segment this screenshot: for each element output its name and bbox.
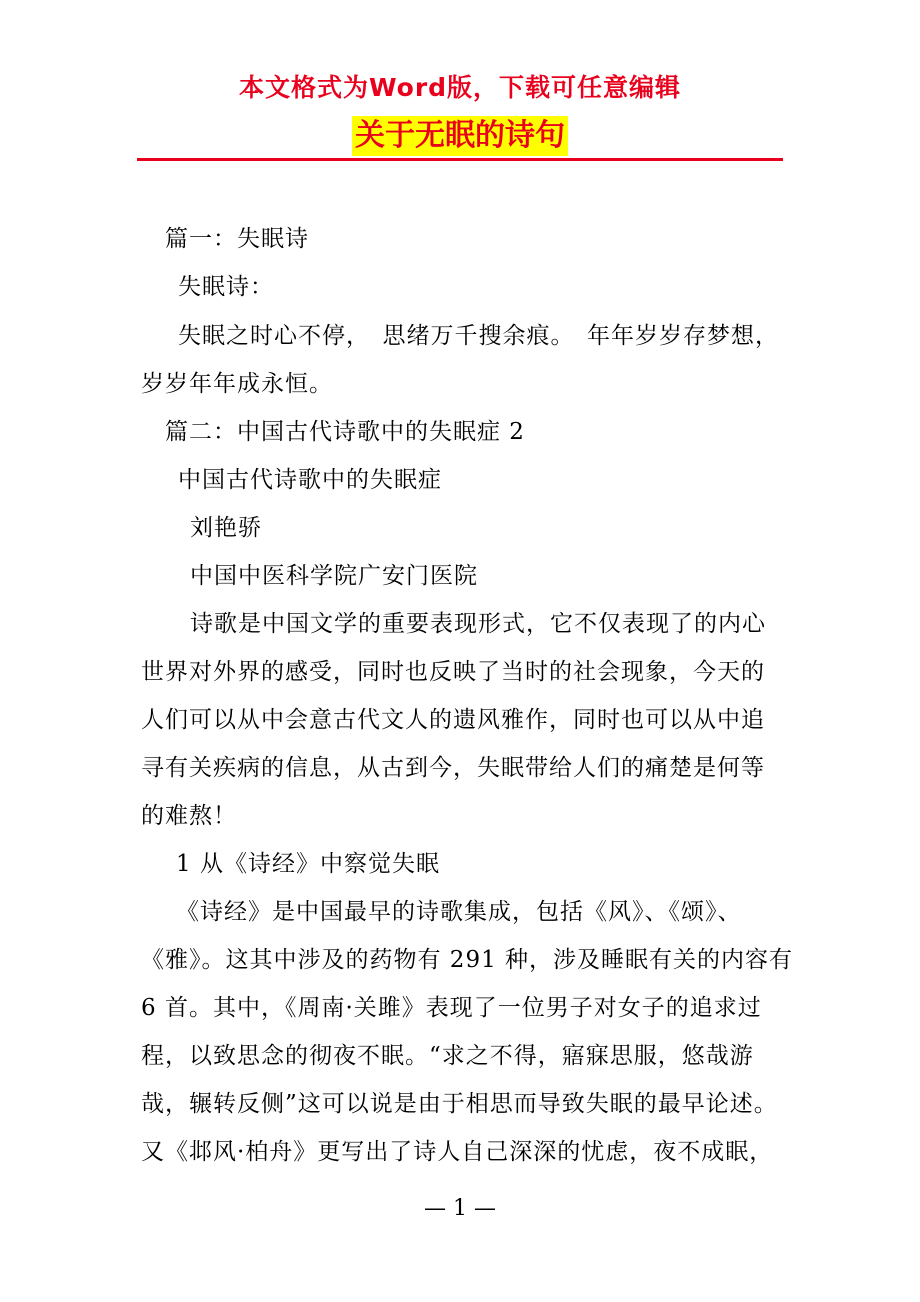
section-heading-1: 篇一：失眠诗 bbox=[165, 226, 309, 252]
article-affiliation: 中国中医科学院广安门医院 bbox=[190, 563, 478, 589]
poem-line-1: 失眠之时心不停， 思绪万千搜余痕。 年年岁岁存梦想， bbox=[178, 323, 779, 349]
format-banner: 本文格式为Word版，下载可任意编辑 bbox=[238, 73, 682, 102]
paragraph-2-line-4: 程，以致思念的彻夜不眠。“求之不得，寤寐思服，悠哉游 bbox=[141, 1043, 754, 1069]
paragraph-1-line-1: 诗歌是中国文学的重要表现形式，它不仅表现了的内心 bbox=[190, 611, 766, 637]
section-heading-2: 篇二：中国古代诗歌中的失眠症 2 bbox=[165, 419, 525, 445]
paragraph-1-line-4: 寻有关疾病的信息，从古到今，失眠带给人们的痛楚是何等 bbox=[141, 755, 765, 781]
poem-line-2: 岁岁年年成永恒。 bbox=[141, 371, 333, 397]
article-author: 刘艳骄 bbox=[190, 515, 262, 541]
document-title: 关于无眠的诗句 bbox=[352, 116, 568, 156]
paragraph-2-line-5: 哉，辗转反侧”这可以说是由于相思而导致失眠的最早论述。 bbox=[141, 1091, 778, 1117]
paragraph-1-line-3: 人们可以从中会意古代文人的遗风雅作，同时也可以从中追 bbox=[141, 707, 765, 733]
poem-title: 失眠诗： bbox=[178, 274, 274, 300]
page-number: — 1 — bbox=[424, 1196, 496, 1221]
article-title: 中国古代诗歌中的失眠症 bbox=[178, 467, 442, 493]
paragraph-2-line-2: 《雅》。这其中涉及的药物有 291 种，涉及睡眠有关的内容有 bbox=[141, 947, 794, 973]
subsection-heading-1: 1 从《诗经》中察觉失眠 bbox=[176, 851, 440, 877]
paragraph-2-line-3: 6 首。其中，《周南·关雎》表现了一位男子对女子的追求过 bbox=[141, 995, 762, 1021]
paragraph-2-line-1: 《诗经》是中国最早的诗歌集成，包括《风》、《颂》、 bbox=[176, 899, 742, 925]
title-underline-rule bbox=[137, 158, 783, 161]
paragraph-1-line-2: 世界对外界的感受，同时也反映了当时的社会现象，今天的 bbox=[141, 659, 765, 685]
paragraph-2-line-6: 又《邶风·柏舟》更写出了诗人自己深深的忧虑，夜不成眠， bbox=[141, 1139, 774, 1165]
paragraph-1-line-5: 的难熬！ bbox=[141, 803, 237, 829]
title-container bbox=[0, 116, 920, 156]
